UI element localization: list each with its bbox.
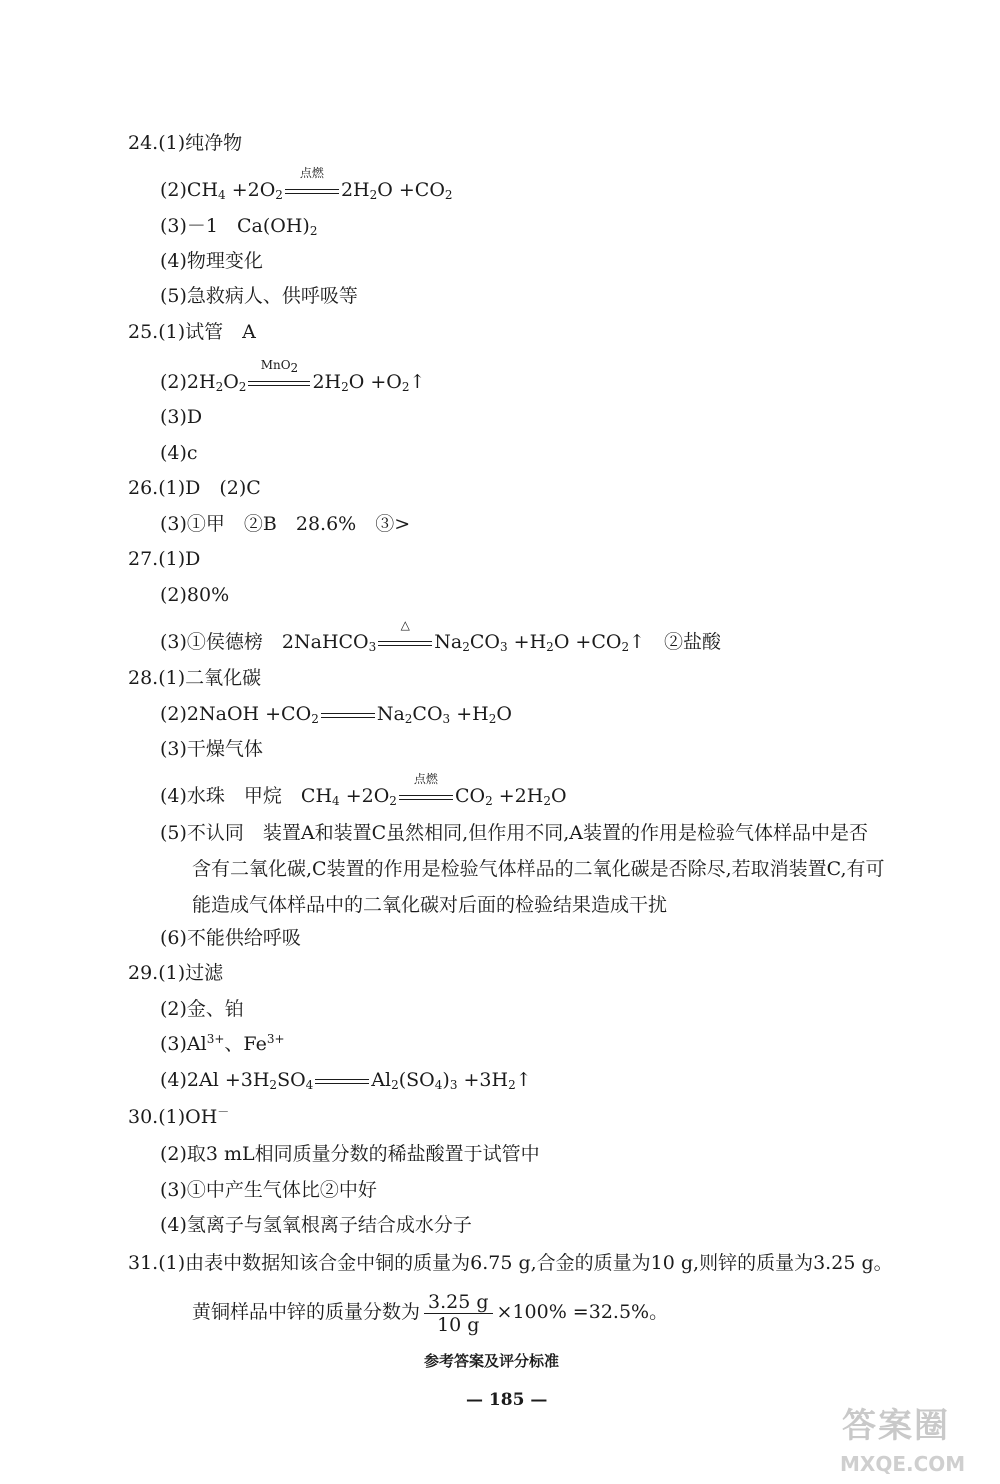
q24-eq-pre: (2)CH: [160, 179, 219, 201]
heat-condition: △: [378, 630, 432, 654]
q30-part4: (4)氢离子与氢氧根离子结合成水分子: [160, 1214, 472, 1236]
q25-part3: (3)D: [160, 406, 203, 428]
q31-part1: 31.(1)由表中数据知该合金中铜的质量为6.75 g,合金的质量为10 g,则锌的质量为3.25 g。: [128, 1252, 893, 1274]
q30-part3: (3)①中产生气体比②中好: [160, 1179, 377, 1201]
q24-part4: (4)物理变化: [160, 250, 263, 272]
q30-part2: (2)取3 mL相同质量分数的稀盐酸置于试管中: [160, 1143, 540, 1165]
footer-label: 参考答案及评分标准: [424, 1352, 560, 1370]
q24-part2-equation: $(2)CH_4 +2O_2$ 点燃 $2H_2O +CO_2$: [160, 166, 453, 202]
q28-part5-line1: (5)不认同 装置A和装置C虽然相同,但作用不同,A装置的作用是检验气体样品中是否: [160, 822, 868, 844]
ignite-condition: 点燃: [285, 178, 339, 202]
q24-part5: (5)急救病人、供呼吸等: [160, 285, 358, 307]
q25-part2-equation: $(2)2H_2O_2$ MnO$_2$ $2H_2O$ $+O_2↑$: [160, 358, 426, 394]
catalyst-condition: MnO$_2$: [248, 370, 310, 394]
q28-part4-equation: (4)水珠 甲烷 $CH_4 +2O_2$ 点燃 $CO_2 +2H_2O$: [160, 772, 567, 808]
q26-part3: (3)①甲 ②B 28.6% ③>: [160, 513, 411, 535]
page-number: — 185 —: [466, 1390, 548, 1410]
q24-part1: 24.(1)纯净物: [128, 132, 243, 154]
q29-part2: (2)金、铂: [160, 998, 244, 1020]
q28-part3: (3)干燥气体: [160, 738, 263, 760]
q29-part4-equation: $(4)2Al +3H_2SO_4$ $Al_2(SO_4)_3$ $+3H_2↑$: [160, 1069, 532, 1092]
ignite-condition: 点燃: [399, 784, 453, 808]
q28-part2-equation: (2)2NaOH $+CO_2$ $Na_2CO_3 +H_2O$: [160, 703, 512, 726]
q30-part1: 30.(1)OH－: [128, 1105, 230, 1128]
q29-part1: 29.(1)过滤: [128, 962, 224, 984]
q27-part1: 27.(1)D: [128, 548, 201, 570]
watermark-logo: 答案圈: [842, 1406, 950, 1446]
q25-part1: 25.(1)试管 A: [128, 321, 256, 343]
q28-part6: (6)不能供给呼吸: [160, 927, 301, 949]
q27-part3-equation: (3)①侯德榜 2NaHCO$_3$ △ $Na_2CO_3 +H_2O$ $+CO_2↑$ ②盐酸: [160, 618, 722, 654]
q28-part5-line2: 含有二氧化碳,C装置的作用是检验气体样品的二氧化碳是否除尽,若取消装置C,有可: [192, 858, 885, 880]
q28-part5-line3: 能造成气体样品中的二氧化碳对后面的检验结果造成干扰: [192, 894, 668, 916]
q24-part3: (3)－1 $Ca(OH)_2$: [160, 215, 318, 238]
q31-fraction-line: 黄铜样品中锌的质量分数为 $\frac{3.25 g}{10 g}$ ×100% =32.5%。: [192, 1290, 669, 1336]
q28-part1: 28.(1)二氧化碳: [128, 667, 262, 689]
q29-part3: $(3)Al^{3+}$、$Fe^{3+}$: [160, 1032, 285, 1055]
q27-part2: (2)80%: [160, 584, 230, 606]
q25-part4: (4)c: [160, 442, 198, 464]
fraction: $\frac{3.25 g}{10 g}$: [424, 1291, 493, 1336]
q26-part1-2: 26.(1)D (2)C: [128, 477, 261, 499]
watermark-url: MXQE.COM: [840, 1452, 966, 1476]
